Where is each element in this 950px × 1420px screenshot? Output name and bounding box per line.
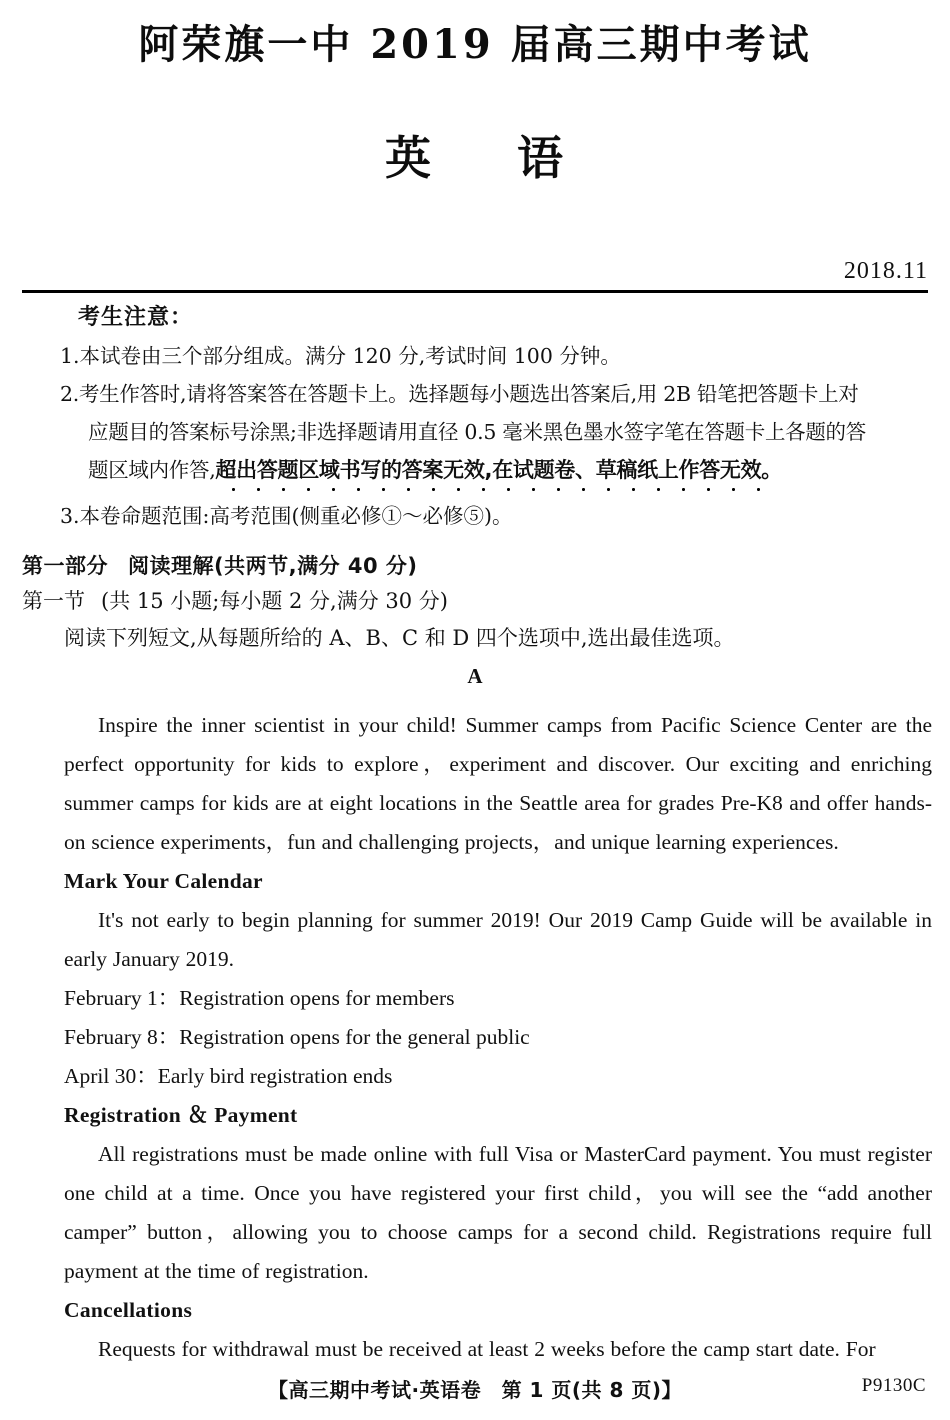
passage-paragraph-2: It's not early to begin planning for summer 2019! Our 2019 Camp Guide will be available in early January 2019. (64, 908, 932, 971)
part-one-heading (22, 550, 418, 580)
notice-item-1: 1.本试卷由三个部分组成。满分 120 分,考试时间 100 分钟。 (60, 344, 621, 368)
subject-char-right: 语 (517, 131, 565, 185)
subject-char-left: 英 (385, 131, 433, 185)
part-one-label: 第一部分 (22, 554, 108, 578)
notice-emphasis-text: 超出答题区域书写的答案无效,在试题卷、草稿纸上作答无效。 (215, 458, 782, 482)
passage-letter-a: A (467, 664, 483, 688)
heading-registration-payment: Registration ＆ Payment (64, 1103, 298, 1127)
subject-title (0, 72, 950, 188)
notice-item-2-line-3 (0, 451, 950, 489)
footer-paper-code: P9130C (861, 1375, 926, 1396)
reading-instruction: 阅读下列短文,从每题所给的 A、B、C 和 D 四个选项中,选出最佳选项。 (64, 626, 735, 650)
notice-item-2-line-1: 2.考生作答时,请将答案答在答题卡上。选择题每小题选出答案后,用 2B 铅笔把答题卡上对 (60, 382, 859, 406)
heading-mark-your-calendar: Mark Your Calendar (64, 869, 263, 893)
passage-paragraph-3: All registrations must be made online with full Visa or MasterCard payment. You must register one child at a time. Once you have registered your first child，you will see the “add another camper” button，allowing you to choose camps for a second child. Registrations require full payment at the time of registration. (64, 1142, 932, 1283)
notice-item-3: 3.本卷命题范围:高考范围(侧重必修①～必修⑤)。 (60, 504, 513, 528)
exam-date: 2018.11 (843, 258, 928, 284)
section-one-heading (22, 585, 448, 615)
part-one-title: 阅读理解(共两节,满分 40 分) (128, 554, 418, 578)
notice-item-2-line-2: 应题目的答案标号涂黑;非选择题请用直径 0.5 毫米黑色墨水签字笔在答题卡上各题的答 (88, 420, 866, 444)
section-one-detail: (共 15 小题;每小题 2 分,满分 30 分) (101, 589, 448, 613)
notice-item-2-prefix: 题区域内作答, (88, 458, 216, 482)
passage-paragraph-1: Inspire the inner scientist in your child! Summer camps from Pacific Science Center are the perfect opportunity for kids to explore，experiment and discover. Our exciting and enriching summer camps for kids are at eight locations in the Seattle area for grades Pre-K8 and offer hands-on science experiments，fun and challenging projects，and unique learning experiences. (64, 713, 932, 854)
notice-title: 考生注意： (78, 305, 194, 330)
passage-paragraph-4: Requests for withdrawal must be received at least 2 weeks before the camp start date. For (98, 1337, 876, 1361)
section-one-label: 第一节 (22, 589, 85, 613)
page-footer (0, 1374, 950, 1408)
page-title: 阿荣旗一中 2019 届高三期中考试 (138, 21, 812, 68)
header-divider (22, 290, 928, 293)
passage-body (64, 706, 932, 1369)
heading-cancellations: Cancellations (64, 1298, 193, 1322)
footer-page-label: 【高三期中考试·英语卷 第 1 页(共 8 页)】 (267, 1378, 683, 1402)
candidate-notice (0, 300, 950, 535)
list-item: February 1：Registration opens for members (64, 986, 455, 1010)
registration-date-list (64, 979, 932, 1096)
list-item: April 30：Early bird registration ends (64, 1064, 393, 1088)
list-item: February 8：Registration opens for the general public (64, 1025, 530, 1049)
